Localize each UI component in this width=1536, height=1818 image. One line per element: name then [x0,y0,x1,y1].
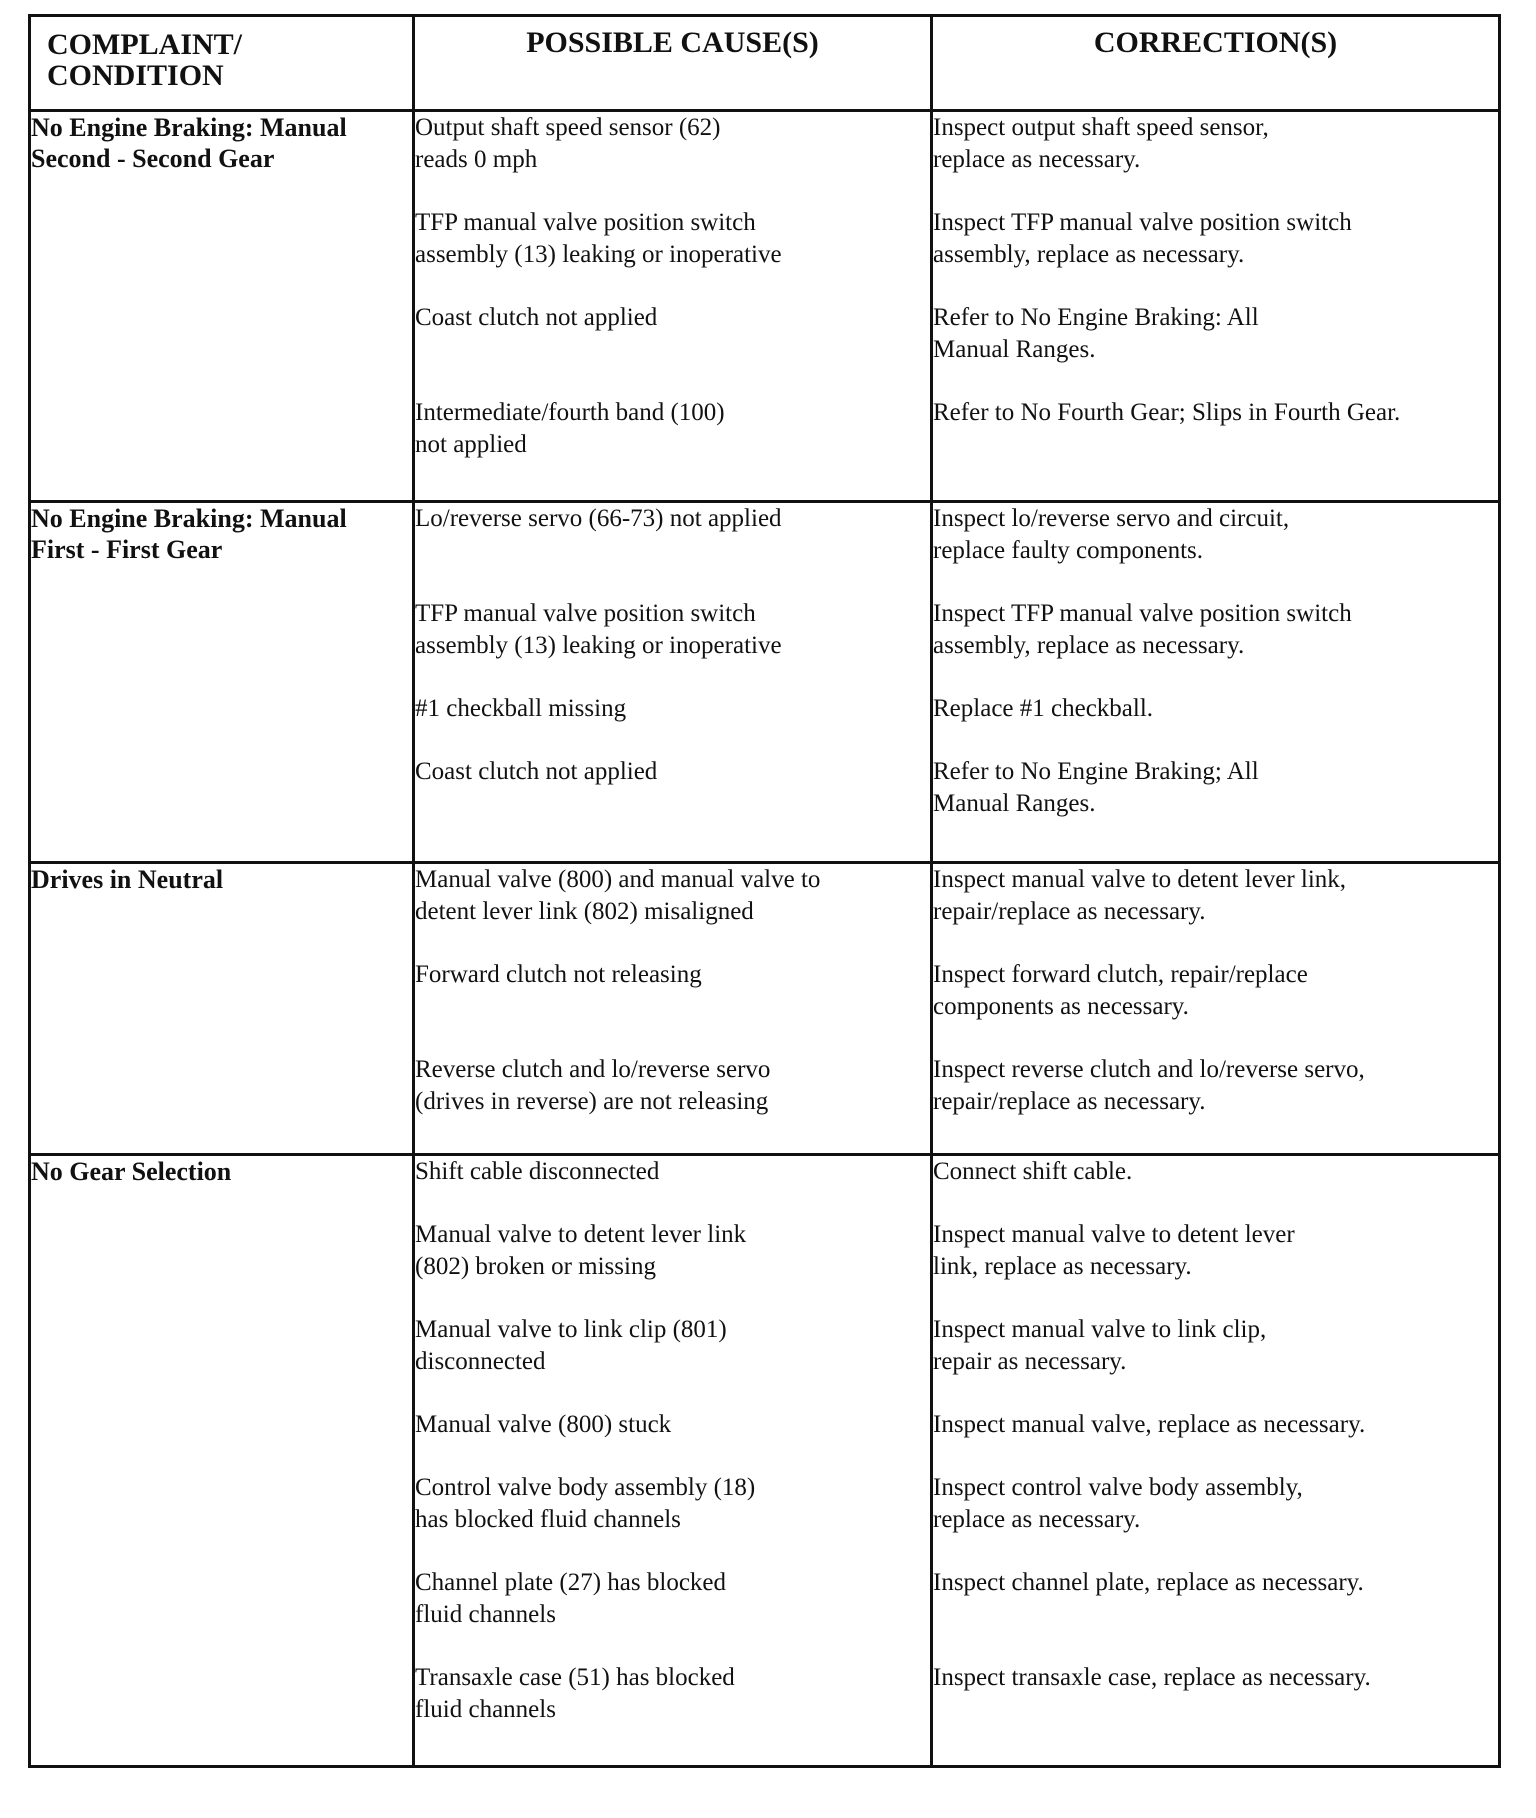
cause-entry: Output shaft speed sensor (62) reads 0 mph [415,114,721,173]
correction-entry: Refer to No Fourth Gear; Slips in Fourth Gear. [933,399,1401,426]
cause-entry: Manual valve (800) and manual valve to detent lever link (802) misaligned [415,866,821,925]
header-cause: POSSIBLE CAUSE(S) [414,16,932,111]
correction-cell [932,1155,1500,1767]
correction-entry: Inspect manual valve to detent lever link, repair/replace as necessary. [933,866,1347,925]
cause-cell [414,502,932,863]
cause-entry: Reverse clutch and lo/reverse servo (drives in reverse) are not releasing [415,1056,771,1115]
table-row [30,111,1500,502]
correction-entry: Inspect forward clutch, repair/replace components as necessary. [933,961,1308,1020]
cause-entry: TFP manual valve position switch assembly (13) leaking or inoperative [415,209,782,268]
correction-entry: Refer to No Engine Braking: All Manual Ranges. [933,304,1259,363]
correction-entry: Inspect TFP manual valve position switch assembly, replace as necessary. [933,209,1352,268]
header-correction: CORRECTION(S) [932,16,1500,111]
correction-entry: Replace #1 checkball. [933,695,1154,722]
correction-cell [932,502,1500,863]
correction-entry: Inspect control valve body assembly, replace as necessary. [933,1474,1303,1533]
table-row [30,502,1500,863]
cause-entry: Lo/reverse servo (66-73) not applied [415,505,782,532]
cause-cell [414,111,932,502]
table-row [30,863,1500,1155]
correction-entry: Inspect transaxle case, replace as necessary. [933,1664,1371,1691]
cause-entry: #1 checkball missing [415,695,627,722]
correction-entry: Inspect manual valve to detent lever link, replace as necessary. [933,1221,1295,1280]
correction-cell [932,863,1500,1155]
correction-entry: Inspect TFP manual valve position switch assembly, replace as necessary. [933,600,1352,659]
correction-entry: Inspect manual valve to link clip, repair as necessary. [933,1316,1267,1375]
cause-entry: Manual valve to link clip (801) disconnected [415,1316,727,1375]
cause-entry: Intermediate/fourth band (100) not applied [415,399,725,458]
correction-entry: Refer to No Engine Braking; All Manual Ranges. [933,758,1259,817]
cause-entry: Manual valve to detent lever link (802) broken or missing [415,1221,747,1280]
cause-entry: Channel plate (27) has blocked fluid channels [415,1569,727,1628]
correction-entry: Inspect manual valve, replace as necessary. [933,1411,1366,1438]
cause-entry: Control valve body assembly (18) has blocked fluid channels [415,1474,756,1533]
correction-entry: Inspect channel plate, replace as necessary. [933,1569,1364,1596]
cause-entry: Coast clutch not applied [415,758,658,785]
table-row [30,1155,1500,1767]
header-complaint: COMPLAINT/ CONDITION [30,16,414,111]
cause-cell [414,1155,932,1767]
cause-entry: TFP manual valve position switch assembly (13) leaking or inoperative [415,600,782,659]
cause-cell [414,863,932,1155]
correction-entry: Inspect lo/reverse servo and circuit, replace faulty components. [933,505,1290,564]
correction-entry: Inspect output shaft speed sensor, replace as necessary. [933,114,1269,173]
cause-entry: Shift cable disconnected [415,1158,660,1185]
header-row [30,16,1500,111]
cause-entry: Manual valve (800) stuck [415,1411,672,1438]
cause-entry: Transaxle case (51) has blocked fluid channels [415,1664,735,1723]
condition-cell: Drives in Neutral [30,863,414,1155]
cause-entry: Forward clutch not releasing [415,961,702,988]
condition-cell: No Engine Braking: Manual Second - Second Gear [30,111,414,502]
diagnosis-table [28,14,1501,1768]
correction-entry: Inspect reverse clutch and lo/reverse servo, repair/replace as necessary. [933,1056,1365,1115]
correction-cell [932,111,1500,502]
condition-cell: No Gear Selection [30,1155,414,1767]
cause-entry: Coast clutch not applied [415,304,658,331]
condition-cell: No Engine Braking: Manual First - First Gear [30,502,414,863]
correction-entry: Connect shift cable. [933,1158,1133,1185]
